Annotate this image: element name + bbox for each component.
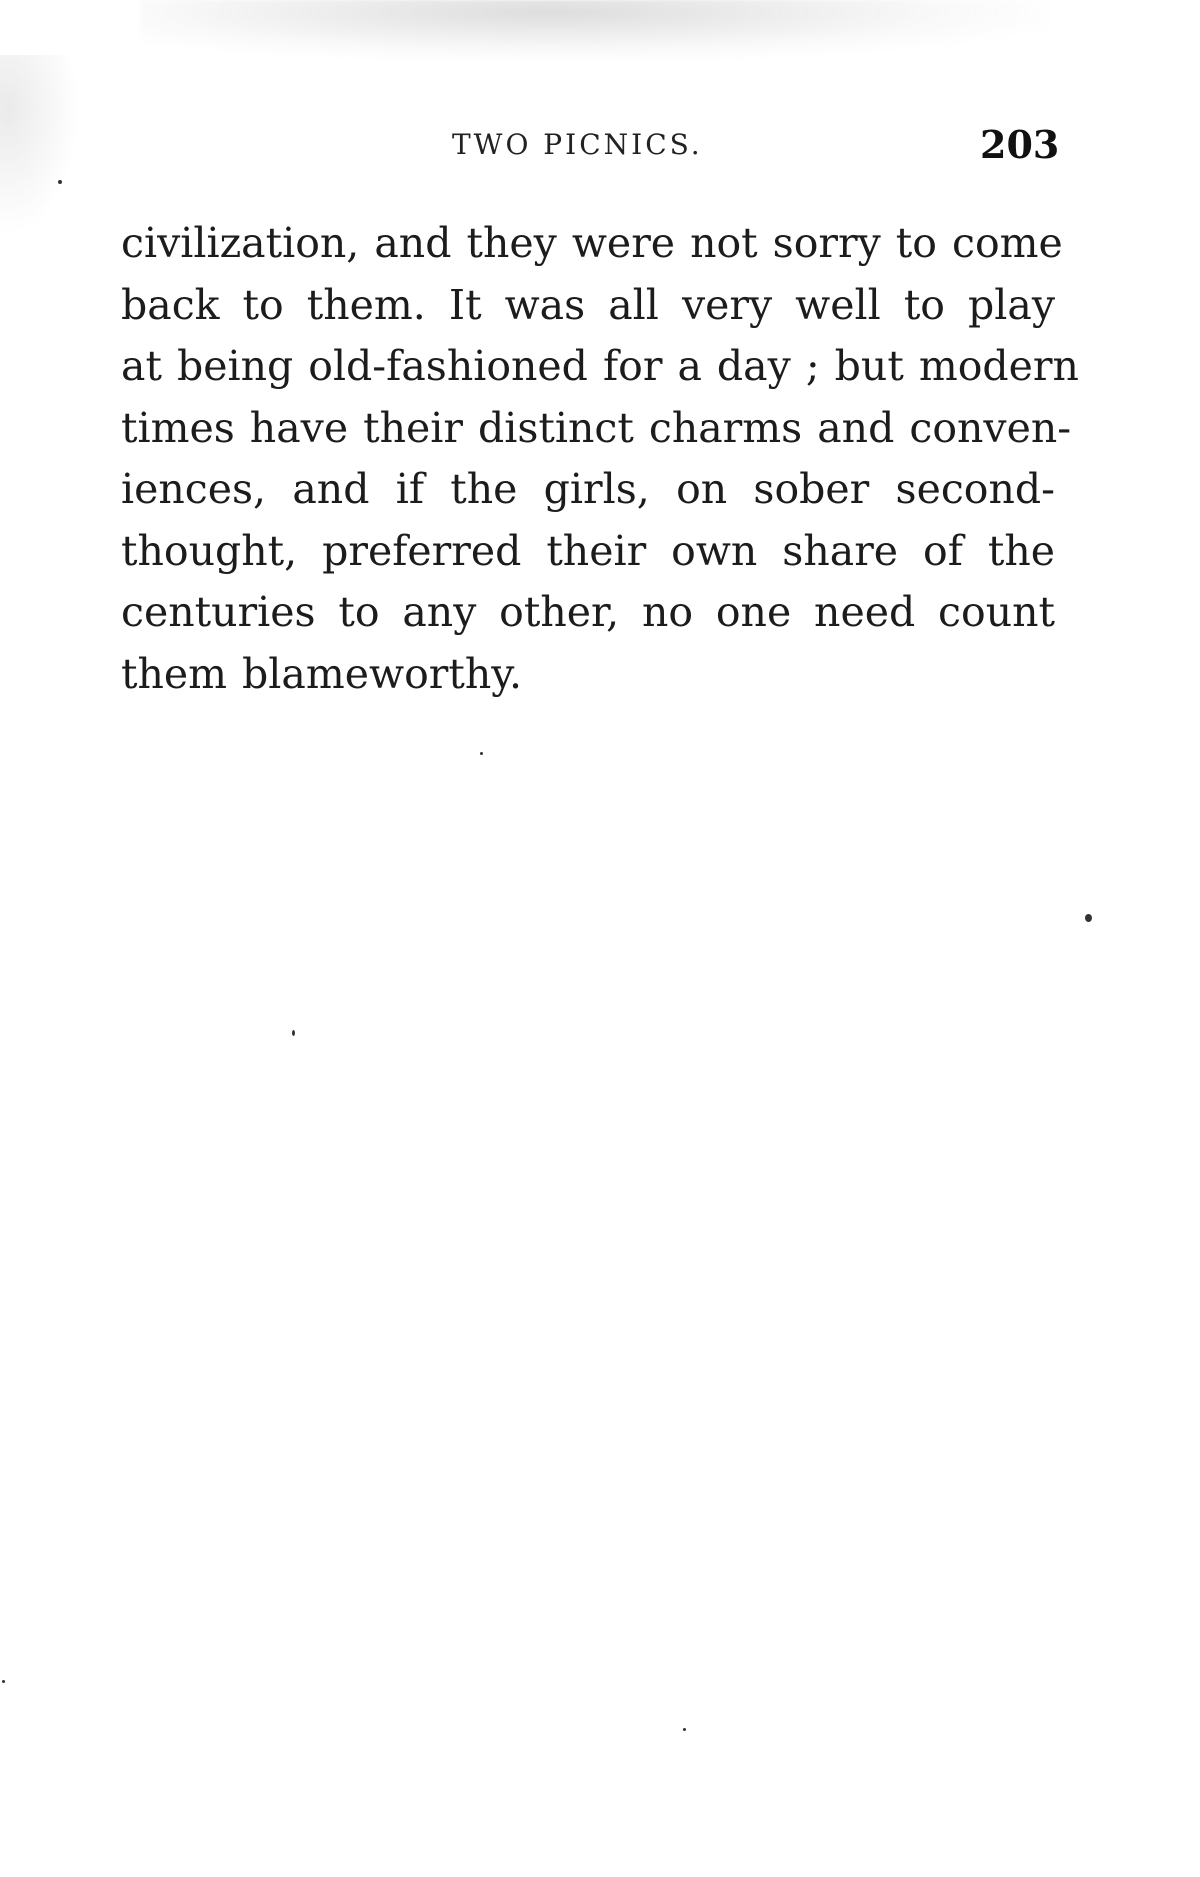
text-line-8: them blameworthy. bbox=[121, 649, 523, 698]
text-line-6: thought, preferred their own share of the bbox=[121, 526, 1055, 575]
ink-speck bbox=[2, 1680, 5, 1683]
text-line-4: times have their distinct charms and conven- bbox=[121, 403, 1072, 452]
ink-speck bbox=[1085, 914, 1092, 922]
ink-speck bbox=[58, 180, 62, 184]
text-line-7: centuries to any other, no one need count bbox=[121, 588, 1055, 636]
scan-smudge-top bbox=[140, 0, 1050, 60]
text-line-3: at being old-fashioned for a day ; but modern bbox=[121, 342, 1079, 390]
ink-speck bbox=[292, 1030, 295, 1036]
ink-speck bbox=[480, 752, 483, 755]
page-number: 203 bbox=[980, 122, 1060, 167]
page-header bbox=[0, 122, 1200, 178]
running-head: TWO PICNICS. bbox=[452, 128, 703, 161]
body-paragraph bbox=[121, 213, 1079, 705]
ink-speck bbox=[683, 1728, 686, 1731]
text-line-5: iences, and if the girls, on sober second- bbox=[121, 465, 1055, 513]
text-line-1: civilization, and they were not sorry to come bbox=[121, 219, 1063, 267]
text-line-2: back to them. It was all very well to play bbox=[121, 280, 1055, 329]
